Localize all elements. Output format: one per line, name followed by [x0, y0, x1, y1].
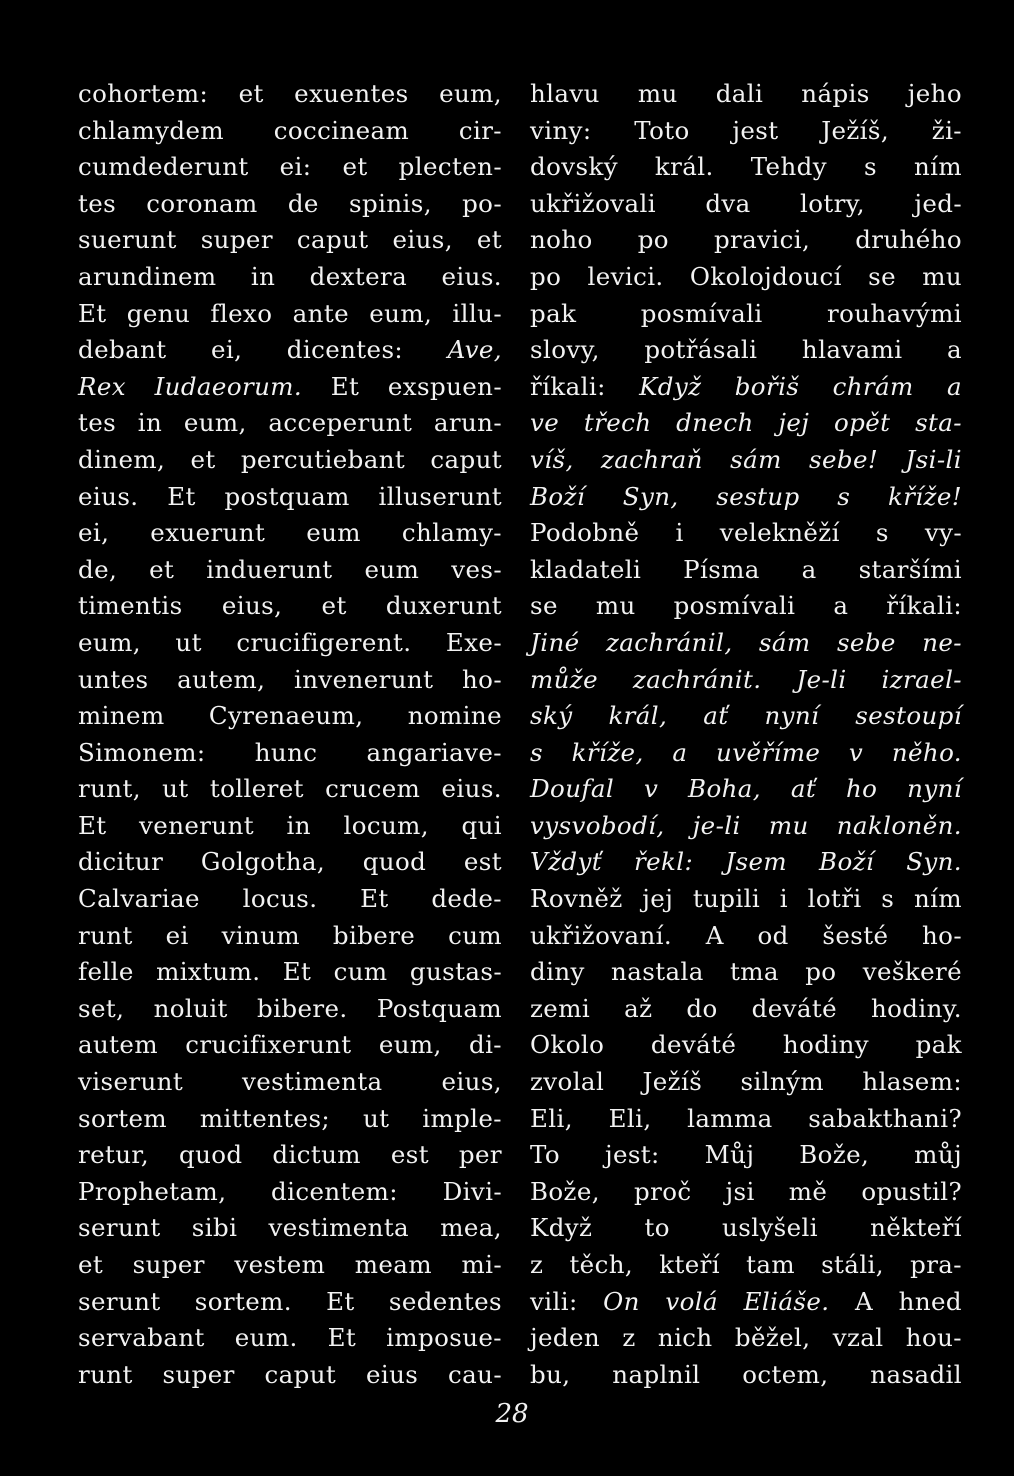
text-segment: zvolal Ježíš silným hlasem: — [530, 1067, 962, 1097]
text-segment: debant ei, dicentes: — [78, 335, 448, 365]
text-line — [530, 76, 962, 113]
text-segment: arundinem in dextera eius. — [78, 261, 502, 291]
text-line — [78, 1064, 502, 1101]
text-segment: Prophetam, dicentem: Divi- — [78, 1176, 502, 1206]
italic-text-segment: s kříže, a uvěříme v něho. — [530, 737, 962, 767]
text-line — [530, 991, 962, 1028]
text-segment: retur, quod dictum est per — [78, 1140, 502, 1170]
text-line — [530, 1284, 962, 1321]
text-segment: viserunt vestimenta eius, — [78, 1067, 502, 1097]
italic-text-segment: Když bořiš chrám a — [639, 371, 962, 401]
text-segment: felle mixtum. Et cum gustas- — [78, 957, 502, 987]
text-line — [530, 698, 962, 735]
text-line — [78, 808, 502, 845]
text-line — [530, 1027, 962, 1064]
text-segment: tes coronam de spinis, po- — [78, 188, 502, 218]
italic-text-segment: Vždyť řekl: Jsem Boží Syn. — [530, 847, 962, 877]
italic-text-segment: Boží Syn, sestup s kříže! — [530, 481, 962, 511]
text-line — [78, 1247, 502, 1284]
text-line — [78, 552, 502, 589]
italic-text-segment: ský král, ať nyní sestoupí — [530, 701, 962, 731]
text-segment: říkali: — [530, 371, 640, 401]
text-line — [530, 296, 962, 333]
text-segment: autem crucifixerunt eum, di- — [78, 1030, 502, 1060]
text-line — [530, 515, 962, 552]
italic-text-segment: může zachránit. Je-li izrael- — [530, 664, 962, 694]
text-segment: viny: Toto jest Ježíš, ži- — [530, 115, 962, 145]
italic-text-segment: On volá Eliáše. — [603, 1286, 830, 1316]
text-line — [78, 149, 502, 186]
text-segment: Podobně i velekněží s vy- — [530, 518, 962, 548]
text-segment: Rovněž jej tupili i lotři s ním — [530, 884, 962, 914]
page-number: 28 — [495, 1399, 529, 1429]
text-segment: z těch, kteří tam stáli, pra- — [530, 1250, 962, 1279]
text-line — [530, 771, 962, 808]
text-segment: Et genu flexo ante eum, illu- — [78, 298, 502, 328]
text-segment: hlavu mu dali nápis jeho — [530, 79, 962, 108]
text-line — [530, 259, 962, 296]
text-line — [78, 1174, 502, 1211]
text-line — [78, 479, 502, 516]
text-segment: serunt sortem. Et sedentes — [78, 1286, 502, 1316]
text-line — [78, 113, 502, 150]
text-segment: Eli, Eli, lamma sabakthani? — [530, 1103, 962, 1133]
italic-text-segment: Rex Iudaeorum. — [78, 371, 303, 401]
text-segment: Okolo deváté hodiny pak — [530, 1030, 962, 1060]
text-line — [530, 918, 962, 955]
text-line — [530, 808, 962, 845]
text-segment: eum, ut crucifigerent. Exe- — [78, 627, 502, 657]
text-segment: minem Cyrenaeum, nomine — [78, 701, 502, 731]
text-segment: Bože, proč jsi mě opustil? — [530, 1176, 962, 1206]
text-segment: Calvariae locus. Et dede- — [78, 884, 502, 914]
text-line — [530, 1137, 962, 1174]
text-segment: de, et induerunt eum ves- — [78, 554, 502, 584]
text-segment: Když to uslyšeli někteří — [530, 1213, 962, 1243]
text-line — [78, 332, 502, 369]
text-line — [530, 1210, 962, 1247]
text-line — [78, 186, 502, 223]
text-segment: chlamydem coccineam cir- — [78, 115, 502, 145]
italic-text-segment: vysvobodí, je-li mu nakloněn. — [530, 810, 962, 840]
text-line — [78, 442, 502, 479]
text-line — [78, 296, 502, 333]
text-line — [78, 259, 502, 296]
italic-text-segment: Doufal v Boha, ať ho nyní — [530, 774, 962, 804]
text-segment: zemi až do deváté hodiny. — [530, 993, 962, 1023]
text-segment: cumdederunt ei: et plecten- — [78, 152, 502, 182]
text-segment: se mu posmívali a říkali: — [530, 591, 962, 621]
text-segment: serunt sibi vestimenta mea, — [78, 1213, 502, 1243]
italic-text-segment: Ave, — [447, 335, 502, 365]
text-segment: cohortem: et exuentes eum, — [78, 79, 502, 108]
text-line — [530, 113, 962, 150]
text-segment: et super vestem meam mi- — [78, 1250, 502, 1279]
text-segment: To jest: Můj Bože, můj — [530, 1140, 962, 1170]
italic-text-segment: ve třech dnech jej opět sta- — [530, 408, 962, 438]
italic-text-segment: víš, zachraň sám sebe! Jsi-li — [530, 444, 962, 474]
text-segment: ei, exuerunt eum chlamy- — [78, 518, 502, 548]
text-line — [78, 771, 502, 808]
text-line — [78, 369, 502, 406]
text-segment: ukřižovali dva lotry, jed- — [530, 188, 962, 218]
text-segment: dicitur Golgotha, quod est — [78, 847, 502, 877]
text-line — [530, 1174, 962, 1211]
text-segment: Simonem: hunc angariave- — [78, 737, 502, 767]
text-segment: sortem mittentes; ut imple- — [78, 1103, 502, 1133]
text-segment: kladateli Písma a staršími — [530, 554, 962, 584]
text-line — [530, 149, 962, 186]
text-line — [78, 1320, 502, 1357]
text-line — [78, 954, 502, 991]
text-line — [78, 1284, 502, 1321]
text-line — [530, 405, 962, 442]
text-segment: ukřižovaní. A od šesté ho- — [530, 920, 962, 950]
text-line — [530, 369, 962, 406]
text-line — [530, 442, 962, 479]
text-segment: runt super caput eius cau- — [78, 1359, 502, 1389]
text-line — [78, 1101, 502, 1138]
text-line — [530, 1357, 962, 1394]
text-line — [78, 735, 502, 772]
text-segment: jeden z nich běžel, vzal hou- — [530, 1323, 962, 1353]
text-line — [530, 662, 962, 699]
text-line — [78, 405, 502, 442]
text-segment: suerunt super caput eius, et — [78, 225, 502, 255]
text-segment: runt ei vinum bibere cum — [78, 920, 502, 950]
text-line — [530, 332, 962, 369]
text-segment: dinem, et percutiebant caput — [78, 444, 502, 474]
text-segment: bu, naplnil octem, nasadil — [530, 1359, 962, 1389]
text-segment: Et venerunt in locum, qui — [78, 810, 502, 840]
text-line — [78, 222, 502, 259]
text-line — [78, 1137, 502, 1174]
text-line — [530, 186, 962, 223]
text-line — [78, 918, 502, 955]
text-line — [78, 1357, 502, 1394]
text-line — [530, 588, 962, 625]
text-line — [530, 954, 962, 991]
text-segment: eius. Et postquam illuserunt — [78, 481, 502, 511]
text-line — [78, 698, 502, 735]
text-segment: vili: — [530, 1286, 604, 1316]
text-segment: diny nastala tma po veškeré — [530, 957, 962, 987]
czech-text-column — [530, 76, 962, 1393]
text-segment: tes in eum, acceperunt arun- — [78, 408, 502, 438]
text-line — [78, 1210, 502, 1247]
text-line — [78, 844, 502, 881]
text-segment: noho po pravici, druhého — [530, 225, 962, 255]
text-line — [530, 1064, 962, 1101]
text-line — [530, 222, 962, 259]
text-line — [530, 844, 962, 881]
text-line — [78, 1027, 502, 1064]
text-segment: runt, ut tolleret crucem eius. — [78, 774, 502, 804]
text-line — [78, 991, 502, 1028]
text-segment: set, noluit bibere. Postquam — [78, 993, 502, 1023]
text-line — [530, 552, 962, 589]
text-line — [78, 588, 502, 625]
text-line — [78, 76, 502, 113]
text-segment: untes autem, invenerunt ho- — [78, 664, 502, 694]
italic-text-segment: Jiné zachránil, sám sebe ne- — [530, 627, 962, 657]
text-line — [530, 625, 962, 662]
text-segment: timentis eius, et duxerunt — [78, 591, 502, 621]
text-line — [530, 479, 962, 516]
text-segment: Et exspuen- — [302, 371, 502, 401]
text-segment: A hned — [829, 1286, 963, 1316]
text-line — [530, 735, 962, 772]
text-line — [78, 881, 502, 918]
text-segment: pak posmívali rouhavými — [530, 298, 962, 328]
text-segment: po levici. Okolojdoucí se mu — [530, 261, 962, 291]
text-line — [530, 881, 962, 918]
text-line — [530, 1320, 962, 1357]
text-segment: slovy, potřásali hlavami a — [530, 335, 962, 365]
text-line — [78, 625, 502, 662]
text-segment: servabant eum. Et imposue- — [78, 1323, 502, 1353]
text-line — [78, 662, 502, 699]
text-line — [78, 515, 502, 552]
text-segment: dovský král. Tehdy s ním — [530, 152, 962, 182]
text-line — [530, 1247, 962, 1284]
latin-text-column — [78, 76, 502, 1393]
text-line — [530, 1101, 962, 1138]
